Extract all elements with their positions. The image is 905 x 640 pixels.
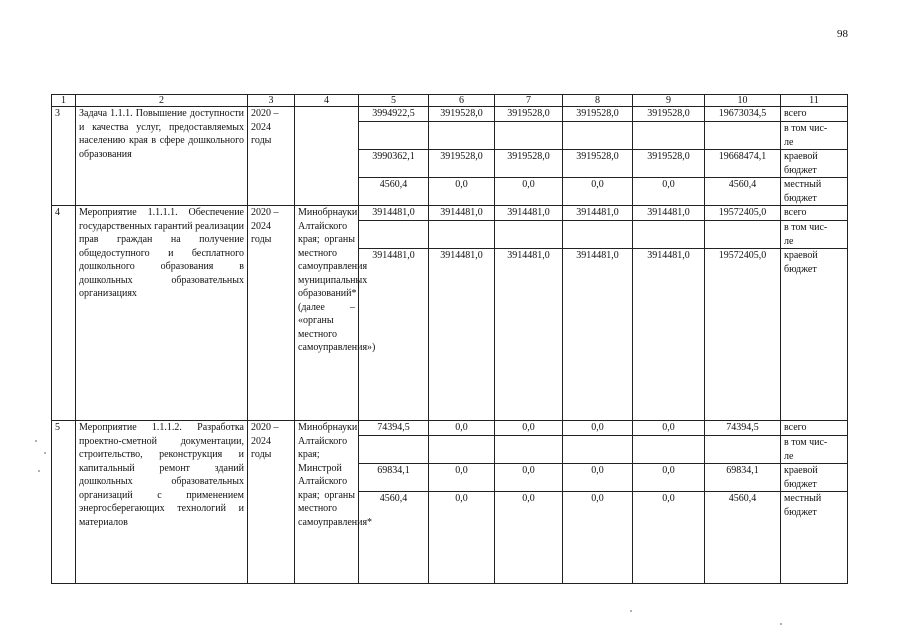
amount-cell <box>633 436 705 464</box>
funding-source-cell: в том чис- ле <box>781 221 848 249</box>
amount-cell <box>359 122 429 150</box>
column-number: 4 <box>295 95 359 107</box>
amount-cell <box>563 221 633 249</box>
amount-cell <box>495 436 563 464</box>
row-number-cell: 3 <box>52 107 76 206</box>
executor-cell <box>295 107 359 206</box>
amount-cell: 3914481,0 <box>563 206 633 221</box>
amount-cell <box>705 436 781 464</box>
amount-cell: 4560,4 <box>705 492 781 584</box>
funding-source-cell: всего <box>781 421 848 436</box>
amount-cell: 3914481,0 <box>359 249 429 421</box>
amount-cell: 69834,1 <box>705 464 781 492</box>
amount-cell: 0,0 <box>495 464 563 492</box>
amount-cell: 3994922,5 <box>359 107 429 122</box>
column-number: 1 <box>52 95 76 107</box>
amount-cell: 0,0 <box>633 178 705 206</box>
amount-cell: 3919528,0 <box>563 150 633 178</box>
period-cell: 2020 – 2024 годы <box>248 421 295 584</box>
amount-cell: 3919528,0 <box>495 150 563 178</box>
amount-cell: 74394,5 <box>359 421 429 436</box>
amount-cell: 0,0 <box>563 492 633 584</box>
funding-source-cell: краевой бюджет <box>781 464 848 492</box>
column-number: 5 <box>359 95 429 107</box>
amount-cell: 19668474,1 <box>705 150 781 178</box>
amount-cell: 3919528,0 <box>429 150 495 178</box>
amount-cell: 0,0 <box>633 492 705 584</box>
amount-cell: 4560,4 <box>705 178 781 206</box>
table-row <box>52 107 848 122</box>
amount-cell: 0,0 <box>429 421 495 436</box>
funding-source-cell: в том чис- ле <box>781 436 848 464</box>
column-number: 2 <box>76 95 248 107</box>
column-number: 8 <box>563 95 633 107</box>
amount-cell: 4560,4 <box>359 492 429 584</box>
amount-cell: 0,0 <box>495 492 563 584</box>
amount-cell: 19673034,5 <box>705 107 781 122</box>
scan-speck <box>44 452 46 454</box>
amount-cell <box>705 221 781 249</box>
item-name-cell: Мероприятие 1.1.1.2. Разработка проектно-сметной документации, строительство, реконструкция и капитальный ремонт зданий дошкольных образовательных организаций с применением энергосберегающих технологий и материалов <box>76 421 248 584</box>
amount-cell <box>633 221 705 249</box>
row-number-cell: 4 <box>52 206 76 421</box>
scan-speck <box>780 623 782 625</box>
amount-cell: 0,0 <box>495 421 563 436</box>
amount-cell: 3914481,0 <box>359 206 429 221</box>
amount-cell <box>429 122 495 150</box>
column-number: 6 <box>429 95 495 107</box>
scan-speck <box>35 440 37 442</box>
table-row <box>52 206 848 221</box>
amount-cell <box>359 436 429 464</box>
column-number-row <box>52 95 848 107</box>
page-number: 98 <box>837 28 848 40</box>
funding-source-cell: краевой бюджет <box>781 249 848 421</box>
amount-cell: 0,0 <box>429 492 495 584</box>
amount-cell: 3919528,0 <box>633 107 705 122</box>
funding-source-cell: всего <box>781 107 848 122</box>
column-number: 9 <box>633 95 705 107</box>
amount-cell: 0,0 <box>429 464 495 492</box>
amount-cell: 0,0 <box>633 464 705 492</box>
amount-cell: 69834,1 <box>359 464 429 492</box>
period-cell: 2020 – 2024 годы <box>248 107 295 206</box>
amount-cell: 3919528,0 <box>495 107 563 122</box>
funding-source-cell: всего <box>781 206 848 221</box>
funding-source-cell: краевой бюджет <box>781 150 848 178</box>
amount-cell: 0,0 <box>563 421 633 436</box>
amount-cell: 3919528,0 <box>563 107 633 122</box>
table-body <box>52 95 848 584</box>
amount-cell: 3914481,0 <box>563 249 633 421</box>
amount-cell: 3914481,0 <box>429 206 495 221</box>
amount-cell: 0,0 <box>563 464 633 492</box>
funding-source-cell: местный бюджет <box>781 178 848 206</box>
scan-speck <box>630 610 632 612</box>
amount-cell: 3914481,0 <box>633 249 705 421</box>
amount-cell: 3919528,0 <box>633 150 705 178</box>
column-number: 10 <box>705 95 781 107</box>
funding-source-cell: в том чис- ле <box>781 122 848 150</box>
item-name-cell: Задача 1.1.1. Повышение доступности и качества услуг, предоставляемых населению края в сфере дошкольного образования <box>76 107 248 206</box>
row-number-cell: 5 <box>52 421 76 584</box>
amount-cell: 3914481,0 <box>429 249 495 421</box>
executor-cell: Минобрнауки Алтайского края; Минстрой Алтайского края; органы местного самоуправления* <box>295 421 359 584</box>
amount-cell <box>359 221 429 249</box>
column-number: 3 <box>248 95 295 107</box>
amount-cell <box>495 221 563 249</box>
period-cell: 2020 – 2024 годы <box>248 206 295 421</box>
amount-cell: 0,0 <box>429 178 495 206</box>
scan-speck <box>38 470 40 472</box>
amount-cell: 3914481,0 <box>495 249 563 421</box>
amount-cell <box>429 436 495 464</box>
amount-cell <box>633 122 705 150</box>
amount-cell: 3914481,0 <box>495 206 563 221</box>
amount-cell: 0,0 <box>633 421 705 436</box>
executor-cell: Минобрнауки Алтайского края; органы местного самоуправления муниципальных образований* (далее – «органы местного самоуправления») <box>295 206 359 421</box>
amount-cell: 0,0 <box>563 178 633 206</box>
amount-cell <box>563 436 633 464</box>
column-number: 7 <box>495 95 563 107</box>
amount-cell: 3914481,0 <box>633 206 705 221</box>
amount-cell <box>563 122 633 150</box>
amount-cell: 0,0 <box>495 178 563 206</box>
budget-table <box>51 94 848 584</box>
amount-cell: 19572405,0 <box>705 206 781 221</box>
amount-cell <box>495 122 563 150</box>
amount-cell: 3990362,1 <box>359 150 429 178</box>
amount-cell: 4560,4 <box>359 178 429 206</box>
item-name-cell: Мероприятие 1.1.1.1. Обеспечение государственных гарантий реализации прав граждан на получение общедоступного и бесплатного дошкольного образования в дошкольных образовательных организациях <box>76 206 248 421</box>
amount-cell: 74394,5 <box>705 421 781 436</box>
amount-cell <box>429 221 495 249</box>
amount-cell: 3919528,0 <box>429 107 495 122</box>
amount-cell: 19572405,0 <box>705 249 781 421</box>
table-row <box>52 421 848 436</box>
column-number: 11 <box>781 95 848 107</box>
funding-source-cell: местный бюджет <box>781 492 848 584</box>
amount-cell <box>705 122 781 150</box>
